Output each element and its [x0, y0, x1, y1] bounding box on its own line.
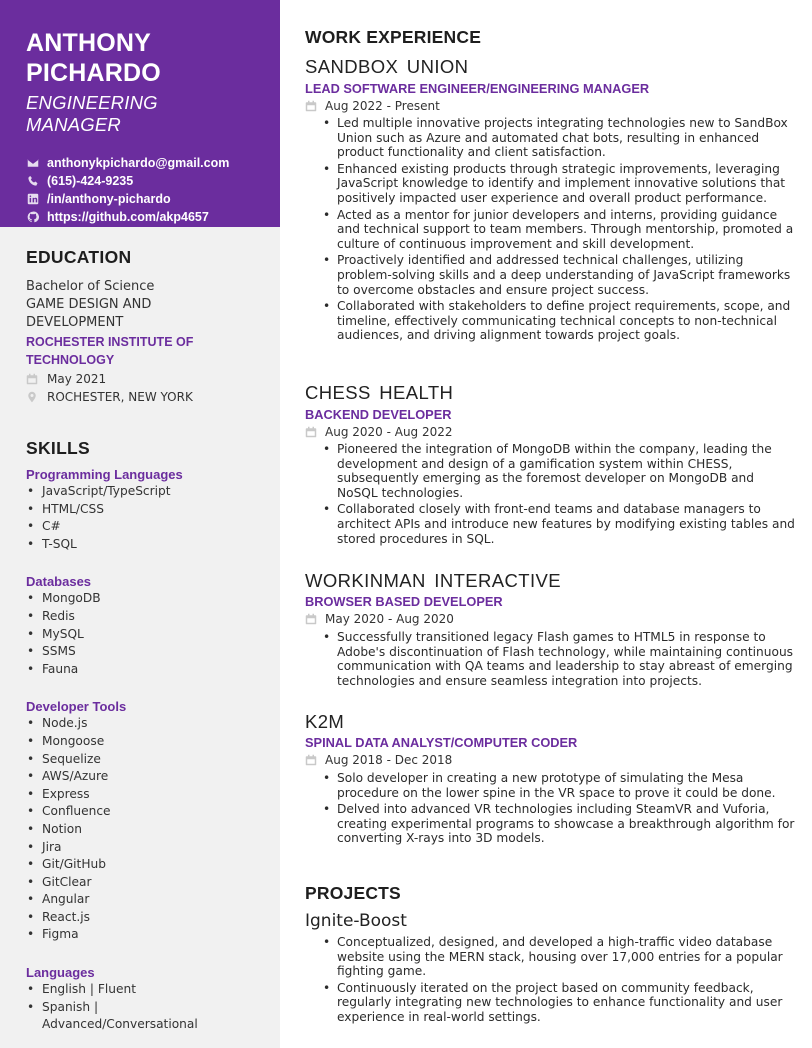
- skill-item: • Figma: [26, 926, 254, 944]
- skill-item: • Notion: [26, 821, 254, 839]
- field-line-2: DEVELOPMENT: [26, 315, 124, 330]
- bullet-item: • Delved into advanced VR technologies including SteamVR and Vuforia, creating experimental programs to showcase a breakthrough algorithm for converting X-rays into 3D models.: [323, 802, 795, 846]
- mail-icon: [26, 157, 39, 170]
- calendar-icon: [305, 426, 317, 438]
- contact-phone[interactable]: [26, 172, 254, 190]
- sidebar: [0, 0, 280, 1048]
- skill-item: • Mongoose: [26, 733, 254, 751]
- school-line-1: ROCHESTER INSTITUTE OF: [26, 335, 194, 349]
- skill-item: • GitClear: [26, 874, 254, 892]
- bullet-item: • Solo developer in creating a new prototype of simulating the Mesa procedure on the lower spine in the VR space to prove it could be done.: [323, 771, 795, 800]
- skill-item: • Git/GitHub: [26, 856, 254, 874]
- skill-category: [26, 964, 254, 1034]
- job-date: [305, 753, 452, 767]
- skill-item: • Fauna: [26, 661, 254, 679]
- bullet-item: • Collaborated with stakeholders to define project requirements, scope, and timeline, effectively communicating technical concepts to non-technical audiences, and driving alignment towards project goals.: [323, 299, 795, 343]
- education-location: [26, 388, 254, 406]
- skill-item: • Jira: [26, 839, 254, 857]
- skill-item: • MongoDB: [26, 590, 254, 608]
- contact-email[interactable]: [26, 154, 254, 172]
- skill-items: [26, 981, 254, 1034]
- contact-github-text: https://github.com/akp4657: [47, 210, 209, 224]
- job-position: BROWSER BASED DEVELOPER: [305, 594, 503, 609]
- skill-item: • React.js: [26, 909, 254, 927]
- job-bullets: [323, 116, 795, 345]
- field-line-1: GAME DESIGN AND: [26, 297, 152, 312]
- skill-item: • T-SQL: [26, 536, 254, 554]
- skill-category: [26, 573, 254, 678]
- company-name: K2M: [305, 711, 345, 732]
- skill-item: • English | Fluent: [26, 981, 254, 999]
- skill-item: • Sequelize: [26, 751, 254, 769]
- calendar-icon: [305, 754, 317, 766]
- contact-email-text: anthonykpichardo@gmail.com: [47, 156, 230, 170]
- skill-item: • Spanish | Advanced/Conversational: [26, 999, 254, 1034]
- bullet-item: • Acted as a mentor for junior developers and interns, providing guidance and technical support to team members. Through mentorship, promoted a culture of continuous improvement and skill development.: [323, 208, 795, 252]
- job-position: LEAD SOFTWARE ENGINEER/ENGINEERING MANAGER: [305, 81, 650, 96]
- location-pin-icon: [26, 391, 38, 403]
- bullet-item: • Enhanced existing products through strategic improvements, leveraging JavaScript knowledge to identify and implement innovative solutions that positively impacted user experience and overall product performance.: [323, 162, 795, 206]
- job-date: [305, 99, 440, 113]
- job-bullets: [323, 630, 795, 690]
- bullet-item: • Led multiple innovative projects integrating technologies new to SandBox Union such as Azure and automated chat bots, resulting in enhanced product functionality and client satisfaction.: [323, 116, 795, 160]
- name-line-2: PICHARDO: [26, 59, 161, 87]
- name-line-1: ANTHONY: [26, 29, 152, 57]
- calendar-icon: [26, 373, 38, 385]
- skill-item: • SSMS: [26, 643, 254, 661]
- company-name: SANDBOX UNION: [305, 56, 469, 77]
- skill-category: [26, 466, 254, 553]
- bullet-item: • Conceptualized, designed, and developed a high-traffic video database website using the MERN stack, housing over 17,000 entries for a popular fighting game.: [323, 935, 795, 979]
- skill-category-name: Databases: [26, 574, 92, 590]
- degree: Bachelor of Science: [26, 279, 155, 294]
- job-position: SPINAL DATA ANALYST/COMPUTER CODER: [305, 735, 578, 750]
- bullet-item: • Proactively identified and addressed technical challenges, utilizing problem-solving skills and a deep understanding of JavaScript frameworks to overcome obstacles and ensure project success.: [323, 253, 795, 297]
- contact-linkedin[interactable]: [26, 190, 254, 208]
- company-name: CHESS HEALTH: [305, 382, 454, 403]
- skill-item: • Redis: [26, 608, 254, 626]
- skill-items: [26, 715, 254, 944]
- project-bullets: [323, 935, 795, 1027]
- skill-items: [26, 590, 254, 678]
- job-date: [305, 612, 454, 626]
- job-bullets: [323, 771, 795, 848]
- projects-heading: PROJECTS: [305, 883, 401, 903]
- education-date: [26, 370, 254, 388]
- linkedin-icon: [26, 193, 39, 206]
- skill-category: [26, 698, 254, 944]
- skill-item: • Node.js: [26, 715, 254, 733]
- calendar-icon: [305, 613, 317, 625]
- job-date-text: Aug 2022 - Present: [325, 99, 440, 113]
- skill-item: • MySQL: [26, 626, 254, 644]
- contact-github[interactable]: [26, 208, 254, 226]
- job-role: ENGINEERING MANAGER: [26, 92, 158, 135]
- job-date-text: Aug 2018 - Dec 2018: [325, 753, 453, 767]
- skill-category-name: Developer Tools: [26, 699, 127, 715]
- skill-item: • Express: [26, 786, 254, 804]
- calendar-icon: [305, 100, 317, 112]
- skill-item: • JavaScript/TypeScript: [26, 483, 254, 501]
- skill-items: [26, 483, 254, 553]
- education-date-text: May 2021: [47, 372, 107, 386]
- bullet-item: • Continuously iterated on the project based on community feedback, regularly integrating new technologies to enhance functionality and user experience in real-world settings.: [323, 981, 795, 1025]
- skill-item: • AWS/Azure: [26, 768, 254, 786]
- bullet-item: • Collaborated closely with front-end teams and database managers to architect APIs and introduce new features by modifying existing tables and stored procedures in SQL.: [323, 502, 795, 546]
- job-position: BACKEND DEVELOPER: [305, 407, 452, 422]
- job-date-text: May 2020 - Aug 2020: [325, 612, 454, 626]
- contact-phone-text: (615)-424-9235: [47, 174, 134, 188]
- skill-item: • Confluence: [26, 803, 254, 821]
- skill-item: • C#: [26, 518, 254, 536]
- project-name: Ignite-Boost: [305, 911, 407, 931]
- company-name: WORKINMAN INTERACTIVE: [305, 570, 562, 591]
- bullet-item: • Pioneered the integration of MongoDB within the company, leading the development and design of a gamification system within CHESS, subsequently emerging as the foremost developer on MongoDB and NoSQL technologies.: [323, 442, 795, 500]
- job-bullets: [323, 442, 795, 548]
- github-icon: [26, 211, 39, 224]
- skills-heading: SKILLS: [26, 438, 91, 458]
- skill-item: • HTML/CSS: [26, 501, 254, 519]
- job-date: [305, 425, 453, 439]
- job-date-text: Aug 2020 - Aug 2022: [325, 425, 453, 439]
- skill-category-name: Programming Languages: [26, 467, 183, 482]
- skills-list: [26, 466, 254, 1034]
- work-experience-heading: WORK EXPERIENCE: [305, 27, 482, 47]
- school-line-2: TECHNOLOGY: [26, 353, 115, 367]
- skill-item: • Angular: [26, 891, 254, 909]
- phone-icon: [26, 175, 39, 188]
- skill-category-name: Languages: [26, 965, 95, 981]
- bullet-item: • Successfully transitioned legacy Flash games to HTML5 in response to Adobe's discontinuation of Flash technology, while maintaining continuous communication with QA teams and leadership to stay abreast of emerging technologies and ensure seamless integration into projects.: [323, 630, 795, 688]
- contact-linkedin-text: /in/anthony-pichardo: [47, 192, 171, 206]
- education-heading: EDUCATION: [26, 247, 132, 267]
- education-location-text: ROCHESTER, NEW YORK: [47, 390, 193, 404]
- profile-header: [0, 0, 280, 227]
